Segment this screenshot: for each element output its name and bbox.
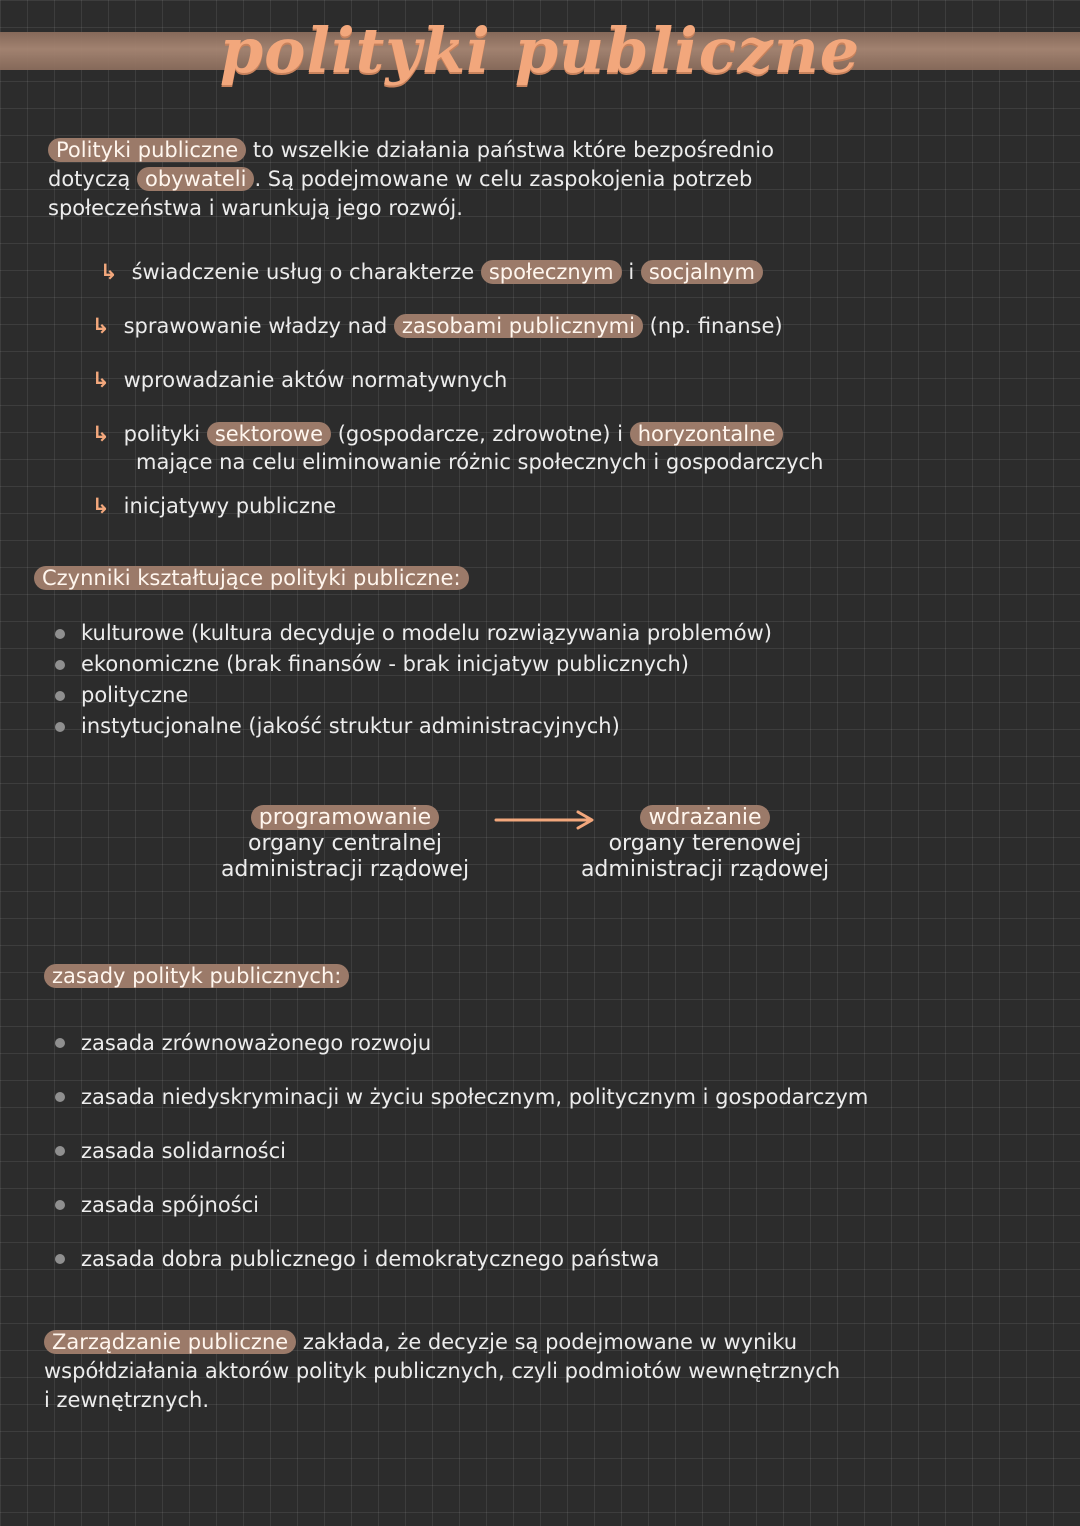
intro-line-2 [48,165,1038,194]
page-title [0,14,1080,87]
intro-text-3: . Są podejmowane w celu zaspokojenia potrzeb [254,167,753,191]
arrow-item-conjunction: i [628,260,635,284]
flow-implementation-line-1: organy terenowej [608,831,802,856]
flow-programming [180,805,510,883]
governance-term: Zarządzanie publiczne [44,1330,296,1354]
governance-paragraph [44,1328,1054,1415]
principles-heading-text: zasady polityk publicznych: [44,964,349,988]
flow-programming-title: programowanie [251,805,439,830]
intro-highlight-citizens: obywateli [137,167,254,191]
arrow-item-text: świadczenie usług o charakterze [131,260,475,284]
list-item: kulturowe (kultura decyduje o modelu rozwiązywania problemów) [55,618,772,649]
governance-line-1: zakłada, że decyzje są podejmowane w wyniku [302,1330,798,1354]
arrow-item-3 [92,366,507,394]
principles-heading [44,962,349,991]
list-item: instytucjonalne (jakość struktur administracyjnych) [55,711,772,742]
intro-line-3 [48,194,1038,223]
arrow-item-4-continuation [136,450,823,474]
intro-text-1: to wszelkie działania państwa które bezpośrednio [252,138,774,162]
arrow-item-text: wprowadzanie aktów normatywnych [123,368,508,392]
governance-line-3: i zewnętrznych. [44,1388,210,1412]
factors-heading [34,564,469,593]
arrow-icon: ↳ [92,368,110,392]
highlight-horizontal: horyzontalne [630,422,784,446]
arrow-item-5 [92,492,336,520]
intro-paragraph [48,136,1038,223]
intro-line-1 [48,136,1038,165]
arrow-item-1 [100,258,763,286]
arrow-item-2 [92,312,783,340]
list-item: zasada dobra publicznego i demokratycznego państwa [55,1232,868,1286]
highlight-sectoral: sektorowe [207,422,331,446]
list-item: zasada spójności [55,1178,868,1232]
arrow-item-4-subtext: mające na celu eliminowanie różnic społecznych i gospodarczych [136,450,824,474]
arrow-icon: ↳ [100,260,118,284]
highlight-public-resources: zasobami publicznymi [394,314,643,338]
flow-implementation-title: wdrażanie [640,805,769,830]
arrow-item-text: inicjatywy publiczne [123,494,337,518]
flow-programming-line-2: administracji rządowej [220,857,470,882]
list-item: zasada niedyskryminacji w życiu społecznym, politycznym i gospodarczym [55,1070,868,1124]
title-word-1: polityki [219,14,491,87]
flow-implementation [540,805,870,883]
factors-heading-text: Czynniki kształtujące polityki publiczne: [34,566,469,590]
list-item: polityczne [55,680,772,711]
intro-term: Polityki publiczne [48,138,246,162]
list-item: zasada solidarności [55,1124,868,1178]
highlight-social: społecznym [481,260,622,284]
arrow-item-text: polityki [123,422,201,446]
flow-programming-line-1: organy centralnej [248,831,442,856]
factors-list [55,618,772,742]
arrow-item-middle: (gospodarcze, zdrowotne) i [337,422,623,446]
arrow-icon: ↳ [92,494,110,518]
arrow-item-example: (np. finanse) [649,314,783,338]
arrow-icon: ↳ [92,314,110,338]
intro-text-2: dotyczą [48,167,131,191]
intro-text-4: społeczeństwa i warunkują jego rozwój. [48,196,463,220]
title-word-2: publiczne [514,14,861,87]
arrow-item-text: sprawowanie władzy nad [123,314,388,338]
arrow-icon: ↳ [92,422,110,446]
highlight-socjal: socjalnym [641,260,763,284]
list-item: zasada zrównoważonego rozwoju [55,1016,868,1070]
list-item: ekonomiczne (brak finansów - brak inicjatyw publicznych) [55,649,772,680]
principles-list [55,1016,868,1286]
arrow-item-4 [92,420,783,448]
governance-line-2: współdziałania aktorów polityk publicznych, czyli podmiotów wewnętrznych [44,1359,841,1383]
flow-implementation-line-2: administracji rządowej [580,857,830,882]
